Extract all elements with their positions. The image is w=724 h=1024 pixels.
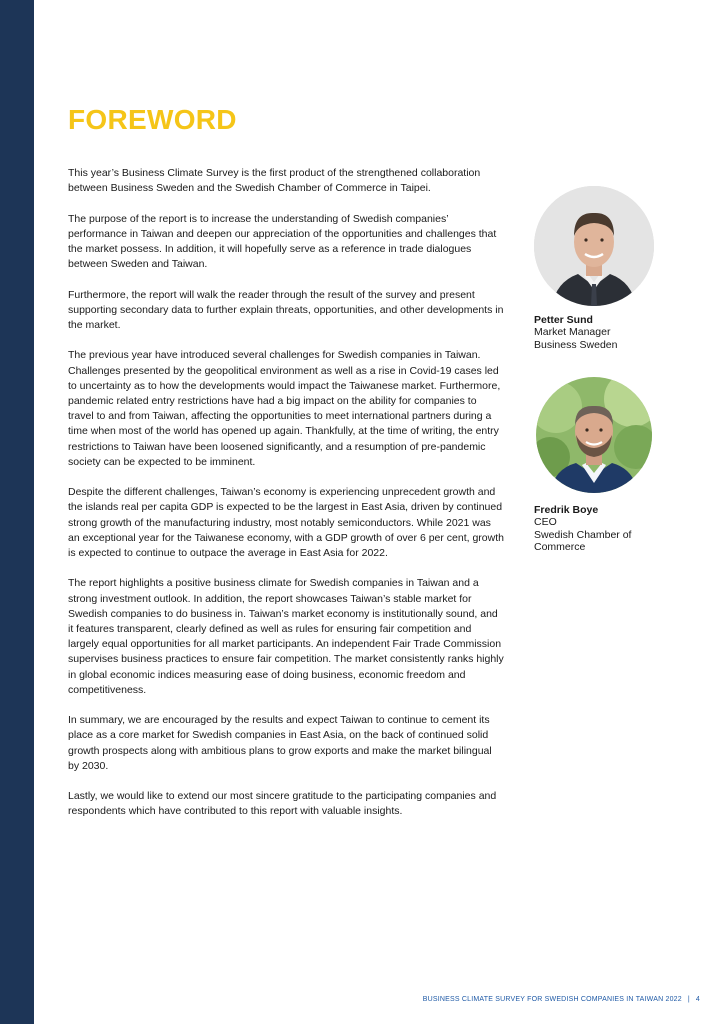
person-name: Fredrik Boye: [534, 504, 599, 516]
page-number: 4: [695, 996, 700, 1003]
person-organization-line1: Swedish Chamber of: [534, 528, 632, 541]
paragraph-7: In summary, we are encouraged by the results and expect Taiwan to continue to cement its place as a core market for Swedish companies in East Asia, on the back of continued solid growth prospects along with ambitious plans to grow exports and make the market bilingual by 2030.: [68, 714, 492, 772]
paragraph-5: Despite the different challenges, Taiwan’s economy is experiencing unprecedent growth and the islands real per capita GDP is expected to be the largest in East Asia, driven by continued strong growth of the manufacturing industry, most notably semiconductors. While 2021 was an exceptional year for the Taiwanese economy, with a GDP growth of over 6 per cent, growth is expected to continue to outpace the average in East Asia for 2022.: [68, 486, 504, 560]
person-organization: Business Sweden: [534, 338, 618, 351]
paragraph-1: This year’s Business Climate Survey is the first product of the strengthened collaboration between Business Sweden and the Swedish Chamber of Commerce in Taipei.: [68, 167, 481, 195]
paragraph-4: The previous year have introduced several challenges for Swedish companies in Taiwan. Challenges presented by the geopolitical environment as well as a rise in Covid-19 cases led to uncertainty as to how the developments would impact the Taiwanese market. Furthermore, pandemic related entry restrictions have had a big impact on the ability for companies to travel to and from Taiwan, affecting the opportunities to meet international partners during a time when most of the world has opened up again. Thankfully, at the time of writing, the entry restrictions to Taiwan have been loosened significantly, and a resumption of pre-pandemic society can be expected to be imminent.: [68, 349, 501, 468]
person-role: CEO: [534, 516, 557, 529]
portrait-fredrik-boye: [536, 377, 652, 493]
person-name: Petter Sund: [534, 314, 593, 326]
paragraph-3: Furthermore, the report will walk the reader through the result of the survey and present supporting secondary data to further explain threats, opportunities, and other developments in the market.: [68, 288, 504, 331]
page-title: FOREWORD: [68, 104, 237, 135]
paragraph-6: The report highlights a positive business climate for Swedish companies in Taiwan and a strong investment outlook. In addition, the report showcases Taiwan’s stable market for Swedish companies to do business in. Taiwan’s market economy is institutionally sound, and it features transparent, clearly defined as well as rules for ensuring fair competition and largely equal opportunities for all market participants. An independent Fair Trade Commission supervises business practices to ensure fair competition. The market consistently ranks highly in global economic indices measuring ease of doing business, economic freedom and competitiveness.: [68, 577, 504, 696]
person-organization-line2: Commerce: [534, 541, 586, 554]
paragraph-8: Lastly, we would like to extend our most sincere gratitude to the participating companies and respondents which have contributed to this report with valuable insights.: [68, 790, 497, 818]
paragraph-2: The purpose of the report is to increase the understanding of Swedish companies’ performance in Taiwan and deepen our appreciation of the opportunities and challenges that the market possess. In addition, it will hopefully serve as a reference in trade dialogues between Sweden and Taiwan.: [68, 212, 497, 271]
foreword-body: [68, 166, 504, 835]
portrait-petter-sund: [534, 186, 654, 306]
footer-title: BUSINESS CLIMATE SURVEY FOR SWEDISH COMPANIES IN TAIWAN 2022: [422, 996, 682, 1003]
person-card-petter-sund: [534, 314, 684, 351]
person-card-fredrik-boye: [534, 504, 684, 554]
side-accent-bar: [0, 0, 34, 1024]
footer-separator: |: [687, 996, 690, 1003]
page-footer: [423, 996, 700, 1003]
person-role: Market Manager: [534, 326, 611, 339]
